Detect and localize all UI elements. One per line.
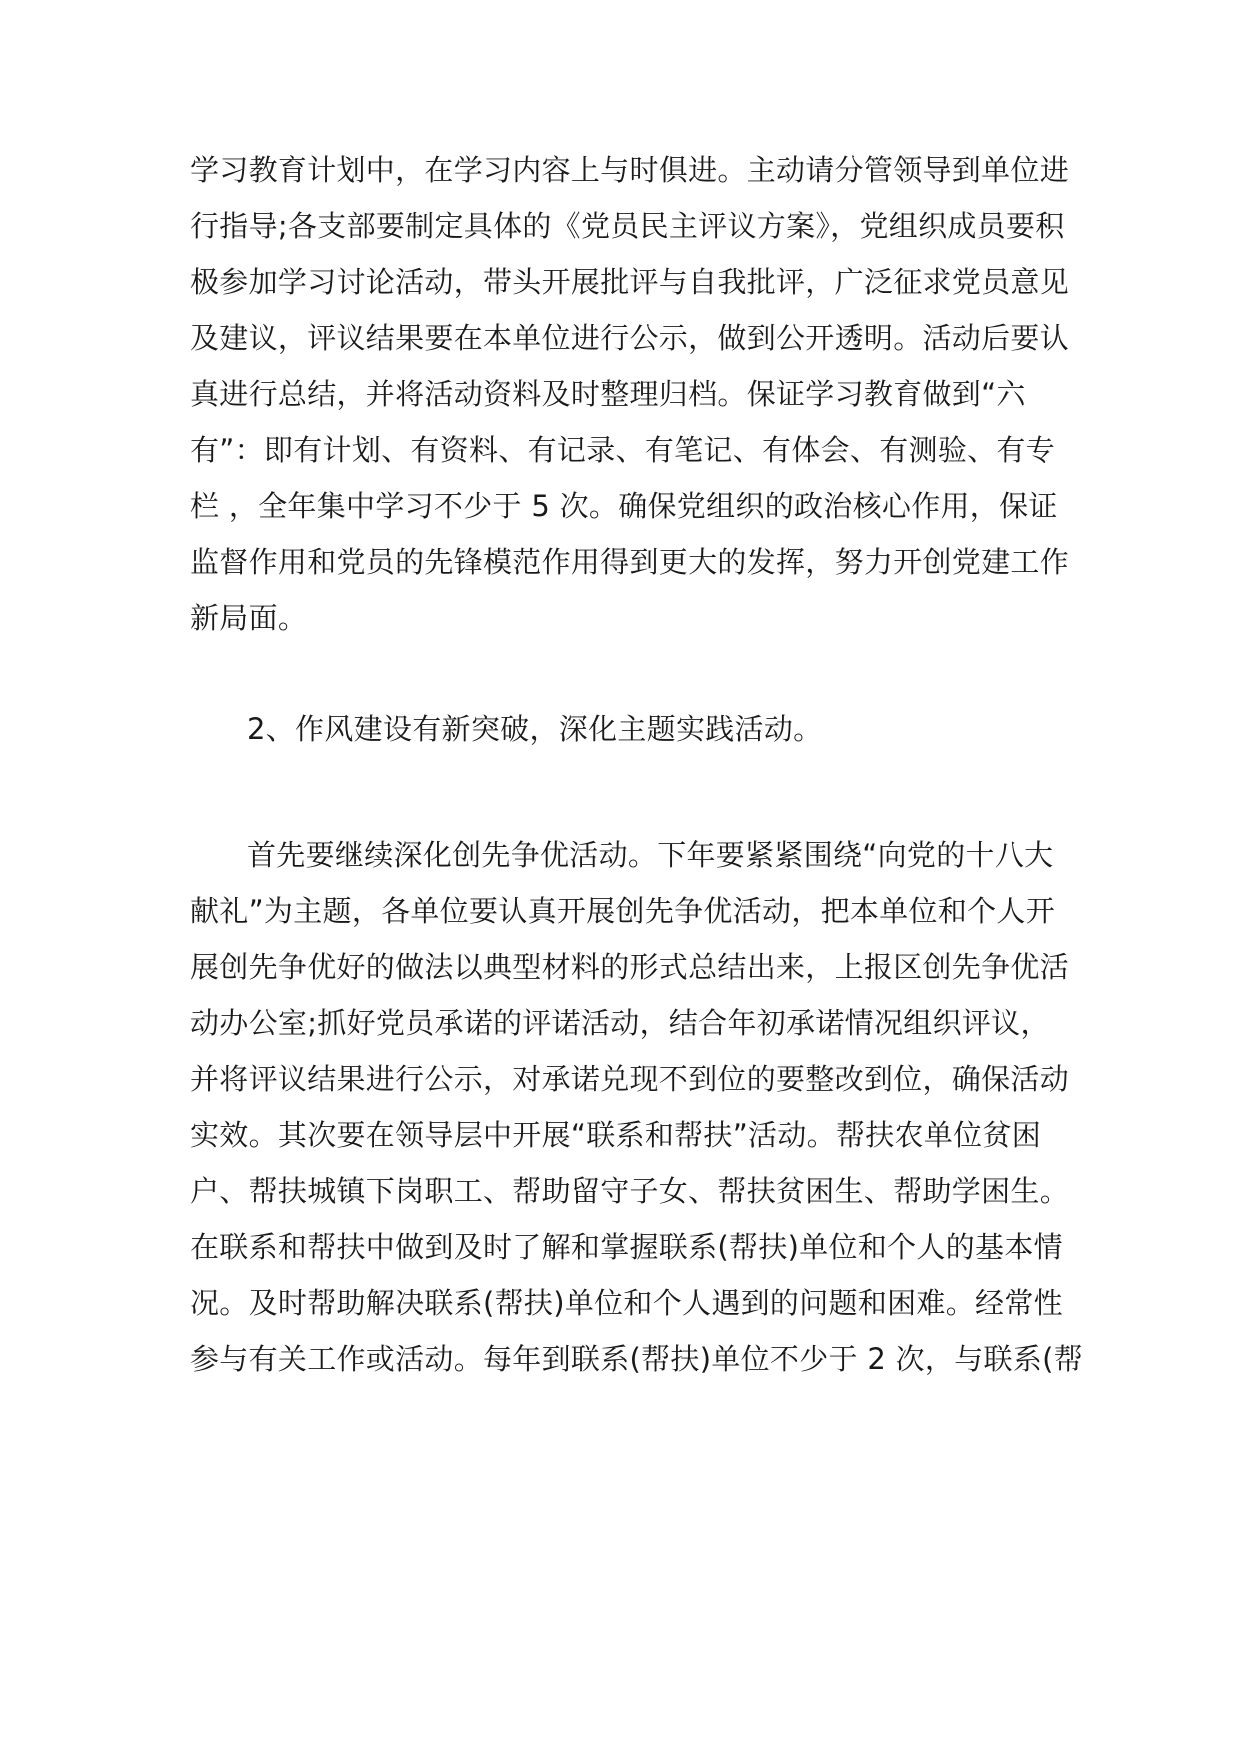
paragraph-line: 献礼”为主题，各单位要认真开展创先争优活动，把本单位和个人开 — [190, 894, 1056, 928]
paragraph-line: 展创先争优好的做法以典型材料的形式总结出来，上报区创先争优活 — [190, 950, 1070, 984]
paragraph-line: 并将评议结果进行公示，对承诺兑现不到位的要整改到位，确保活动 — [190, 1062, 1070, 1096]
paragraph-line: 行指导;各支部要制定具体的《党员民主评议方案》，党组织成员要积 — [190, 209, 1065, 243]
paragraph-line: 在联系和帮扶中做到及时了解和掌握联系(帮扶)单位和个人的基本情 — [190, 1230, 1063, 1264]
paragraph-line: 监督作用和党员的先锋模范作用得到更大的发挥，努力开创党建工作 — [190, 545, 1070, 579]
paragraph-line: 参与有关工作或活动。每年到联系(帮扶)单位不少于 2 次，与联系(帮 — [190, 1342, 1084, 1376]
paragraph-line: 动办公室;抓好党员承诺的评诺活动，结合年初承诺情况组织评议， — [190, 1006, 1050, 1040]
paragraph-line: 户、帮扶城镇下岗职工、帮助留守子女、帮扶贫困生、帮助学困生。 — [190, 1174, 1070, 1208]
paragraph-line: 首先要继续深化创先争优活动。下年要紧紧围绕“向党的十八大 — [247, 838, 1054, 872]
paragraph-line: 真进行总结，并将活动资料及时整理归档。保证学习教育做到“六 — [190, 377, 1026, 411]
paragraph-line: 实效。其次要在领导层中开展“联系和帮扶”活动。帮扶农单位贫困 — [190, 1118, 1042, 1152]
paragraph-line: 况。及时帮助解决联系(帮扶)单位和个人遇到的问题和困难。经常性 — [190, 1286, 1063, 1320]
paragraph-line: 极参加学习讨论活动，带头开展批评与自我批评，广泛征求党员意见 — [190, 265, 1070, 299]
paragraph-line: 新局面。 — [190, 601, 308, 635]
paragraph-line: 及建议，评议结果要在本单位进行公示，做到公开透明。活动后要认 — [190, 321, 1070, 355]
paragraph-line: 学习教育计划中，在学习内容上与时俱进。主动请分管领导到单位进 — [190, 153, 1070, 187]
paragraph-line: 栏 ，全年集中学习不少于 5 次。确保党组织的政治核心作用，保证 — [190, 489, 1058, 523]
section-heading: 2、作风建设有新突破，深化主题实践活动。 — [247, 712, 823, 746]
paragraph-line: 有”：即有计划、有资料、有记录、有笔记、有体会、有测验、有专 — [190, 433, 1056, 467]
